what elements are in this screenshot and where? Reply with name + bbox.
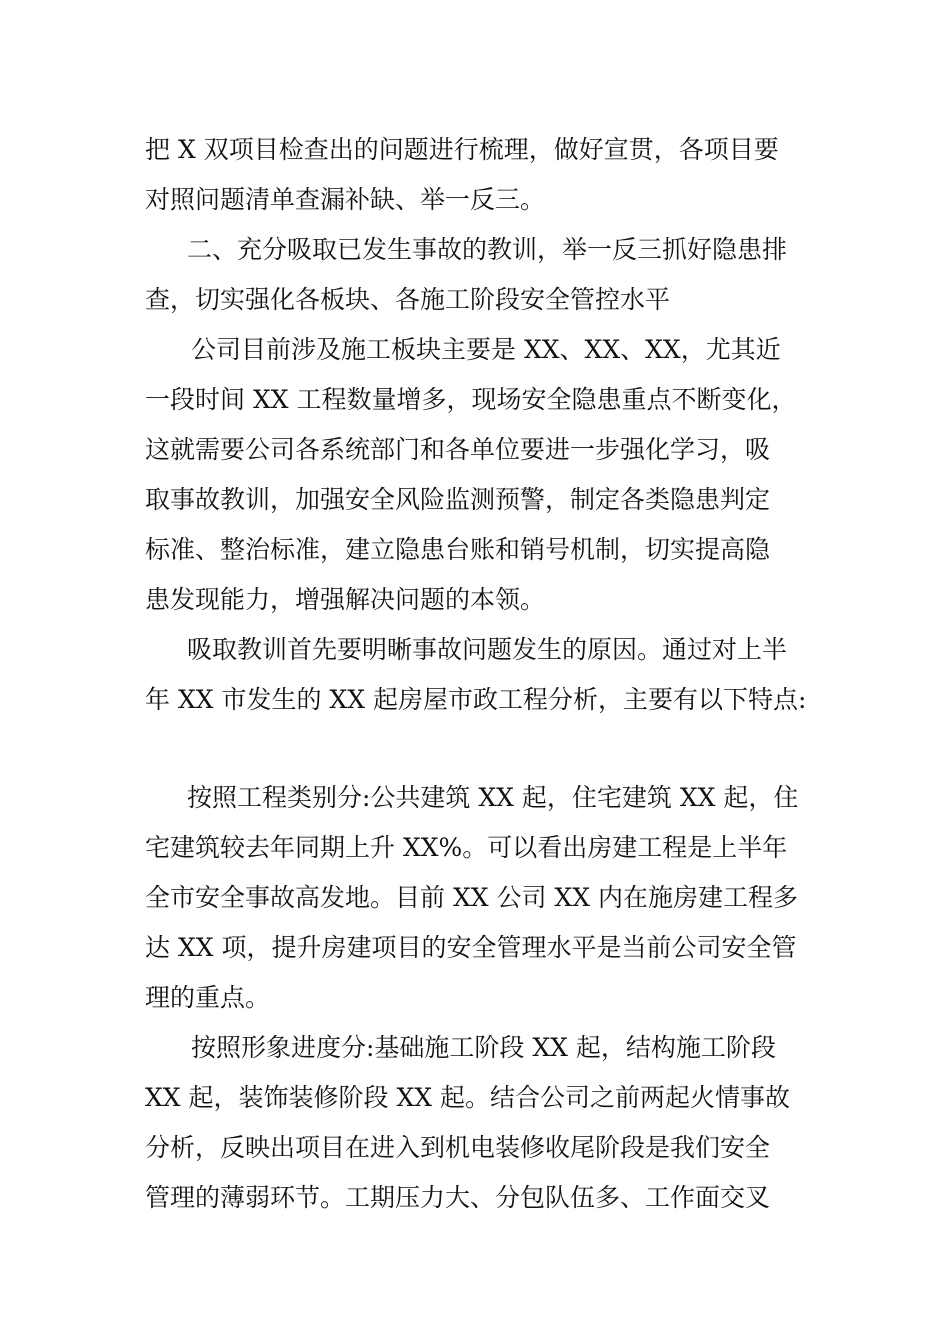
section-heading: 二、充分吸取已发生事故的教训，举一反三抓好隐患排 [187,235,788,264]
text-line: 理的重点。 [145,983,271,1012]
text-line: 宅建筑较去年同期上升 XX%。可以看出房建工程是上半年 [145,833,788,862]
text-line: 管理的薄弱环节。工期压力大、分包队伍多、工作面交叉 [145,1183,771,1212]
text-line: 对照问题清单查漏补缺、举一反三。 [145,185,546,214]
text-line: 一段时间 XX 工程数量增多，现场安全隐患重点不断变化， [145,385,797,414]
text-line: 按照工程类别分:公共建筑 XX 起，住宅建筑 XX 起，住 [187,783,799,812]
text-line: 分析，反映出项目在进入到机电装修收尾阶段是我们安全 [145,1133,771,1162]
text-line: 全市安全事故高发地。目前 XX 公司 XX 内在施房建工程多 [145,883,798,912]
text-line: 年 XX 市发生的 XX 起房屋市政工程分析，主要有以下特点: [145,685,807,714]
text-line: 取事故教训，加强安全风险监测预警，制定各类隐患判定 [145,485,771,514]
text-line: 把 X 双项目检查出的问题进行梳理，做好宣贯，各项目要 [145,135,779,164]
text-line: 吸取教训首先要明晰事故问题发生的原因。通过对上半 [187,635,788,664]
text-line: XX 起，装饰装修阶段 XX 起。结合公司之前两起火情事故 [145,1083,791,1112]
text-line: 公司目前涉及施工板块主要是 XX、XX、XX，尤其近 [191,335,781,364]
section-heading: 查，切实强化各板块、各施工阶段安全管控水平 [145,285,671,314]
text-line: 患发现能力，增强解决问题的本领。 [145,585,546,614]
text-line: 标准、整治标准，建立隐患台账和销号机制，切实提高隐 [145,535,771,564]
text-line: 这就需要公司各系统部门和各单位要进一步强化学习，吸 [145,435,771,464]
text-line: 按照形象进度分:基础施工阶段 XX 起，结构施工阶段 [191,1033,776,1062]
text-line: 达 XX 项，提升房建项目的安全管理水平是当前公司安全管 [145,933,797,962]
